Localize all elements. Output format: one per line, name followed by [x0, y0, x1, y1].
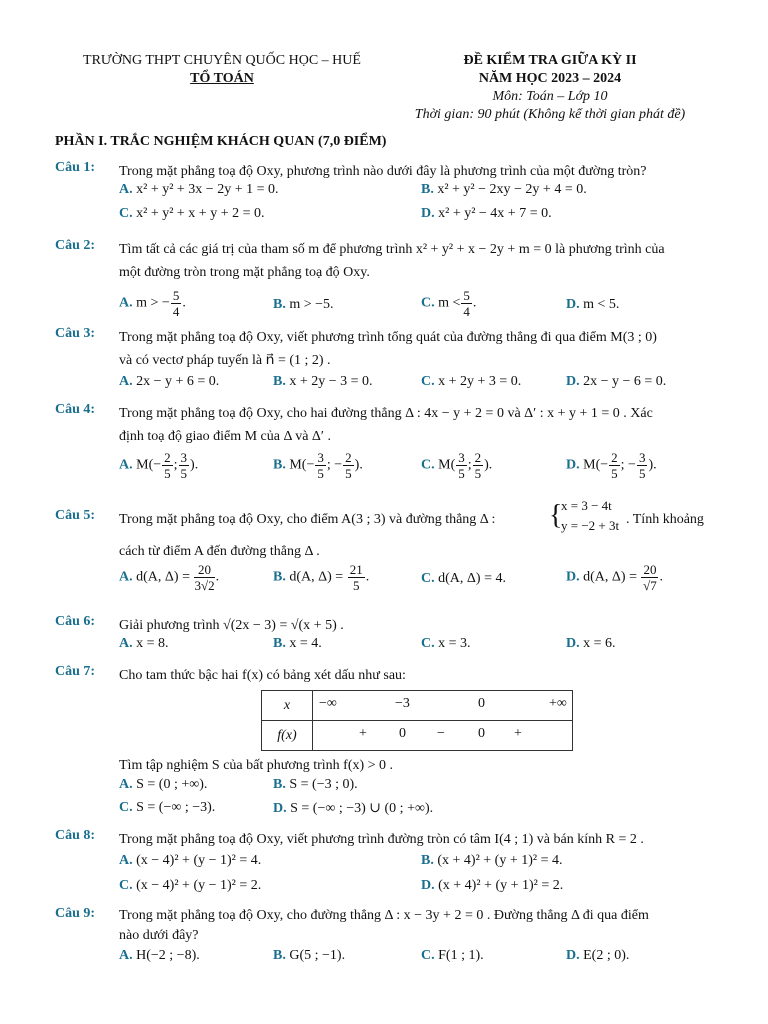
sign-table-value: −3: [395, 696, 410, 711]
question-text: [119, 498, 715, 563]
question-text-line: định toạ độ giao điểm M của Δ và Δ′ .: [119, 429, 331, 444]
sign-table-head: f(x): [262, 721, 313, 751]
option-a[interactable]: A. (x − 4)² + (y − 1)² = 4.: [119, 853, 262, 868]
header-left: [66, 52, 378, 88]
option-a[interactable]: A. x² + y² + 3x − 2y + 1 = 0.: [119, 182, 279, 197]
option-d[interactable]: D. S = (−∞ ; −3) ∪ (0 ; +∞).: [273, 801, 434, 816]
sign-table-value: 0: [399, 726, 406, 741]
sign-table-head: x: [262, 691, 313, 721]
question-number: Câu 2:: [55, 238, 96, 253]
question-text: Trong mặt phẳng toạ độ Oxy, phương trình nào dưới đây là phương trình của một đường tròn?: [119, 164, 647, 179]
question-text-line: Trong mặt phẳng toạ độ Oxy, cho hai đường thẳng Δ : 4x − y + 2 = 0 và Δ′ : x + y + 1 = 0 . Xác: [119, 406, 653, 421]
question-text: Tìm tập nghiệm S của bất phương trình f(x) > 0 .: [119, 758, 394, 773]
department-name: TỔ TOÁN: [190, 71, 254, 86]
sign-table-value: 0: [478, 726, 485, 741]
header-right: [400, 52, 700, 124]
question-number: Câu 4:: [55, 402, 96, 417]
question-text: [119, 238, 715, 284]
option-b[interactable]: B. G(5 ; −1).: [273, 948, 346, 963]
question-text: Trong mặt phẳng toạ độ Oxy, viết phương trình đường tròn có tâm I(4 ; 1) và bán kính R = 2 .: [119, 832, 644, 847]
question-number: Câu 9:: [55, 906, 96, 921]
option-d[interactable]: D. M(− $\frac{2}{5}$ ; − $\frac{3}{5}$ ).: [566, 450, 657, 481]
option-c[interactable]: C. M( $\frac{3}{5}$ ; $\frac{2}{5}$ ).: [421, 450, 493, 481]
question-number: Câu 5:: [55, 508, 96, 523]
sign-table-value: 0: [478, 696, 485, 711]
option-a[interactable]: A. d(A, Δ) = $\frac{20}{3√2}$ .: [119, 562, 220, 593]
option-b[interactable]: B. x = 4.: [273, 636, 322, 651]
option-a[interactable]: A. S = (0 ; +∞).: [119, 777, 208, 792]
option-d[interactable]: D. m < 5.: [566, 297, 620, 312]
option-d[interactable]: D. 2x − y − 6 = 0.: [566, 374, 667, 389]
sign-table-value: +∞: [549, 696, 567, 711]
sign-table-value: +: [514, 726, 522, 741]
option-d[interactable]: D. d(A, Δ) = $\frac{20}{√7}$ .: [566, 562, 663, 593]
question-7: [55, 664, 715, 824]
school-year: NĂM HỌC 2023 – 2024: [478, 71, 622, 86]
question-text: [119, 906, 715, 946]
option-d[interactable]: D. E(2 ; 0).: [566, 948, 630, 963]
question-number: Câu 8:: [55, 828, 96, 843]
option-b[interactable]: B. x² + y² − 2xy − 2y + 4 = 0.: [421, 182, 587, 197]
option-a[interactable]: A. M(− $\frac{2}{5}$ ; $\frac{3}{5}$ ).: [119, 450, 199, 481]
question-text-line: và có vectơ pháp tuyến là n⃗ = (1 ; 2) .: [119, 353, 331, 368]
option-b[interactable]: B. d(A, Δ) = $\frac{21}{5}$ .: [273, 562, 370, 593]
time-line: Thời gian: 90 phút (Không kể thời gian phát đề): [414, 107, 686, 122]
option-c[interactable]: C. x² + y² + x + y + 2 = 0.: [119, 206, 265, 221]
question-text-line: một đường tròn trong mặt phẳng toạ độ Oxy.: [119, 265, 370, 280]
option-a[interactable]: A. x = 8.: [119, 636, 169, 651]
school-name: TRƯỜNG THPT CHUYÊN QUỐC HỌC – HUẾ: [83, 53, 361, 68]
subject-line: Môn: Toán – Lớp 10: [492, 89, 608, 104]
option-d[interactable]: D. (x + 4)² + (y + 1)² = 2.: [421, 878, 564, 893]
part-heading: PHẦN I. TRẮC NGHIỆM KHÁCH QUAN (7,0 ĐIỂM): [55, 134, 387, 149]
question-text-line: Trong mặt phẳng toạ độ Oxy, cho đường thẳng Δ : x − 3y + 2 = 0 . Đường thẳng Δ đi qua điểm: [119, 908, 649, 923]
param-system: x = 3 − 4t y = −2 + 3t: [561, 498, 620, 533]
question-text-line: Trong mặt phẳng toạ độ Oxy, cho điểm A(3 ; 3) và đường thẳng Δ : { x = 3 − 4t y = −2 + 3t . Tính khoảng: [119, 506, 715, 532]
question-number: Câu 1:: [55, 160, 96, 175]
option-c[interactable]: C. S = (−∞ ; −3).: [119, 800, 216, 815]
sign-table-row-fx: [262, 721, 573, 751]
option-b[interactable]: B. m > −5.: [273, 297, 334, 312]
question-number: Câu 6:: [55, 614, 96, 629]
question-text-line: nào dưới đây?: [119, 928, 199, 943]
option-c[interactable]: C. x = 3.: [421, 636, 471, 651]
exam-title: ĐỀ KIỂM TRA GIỮA KỲ II: [463, 53, 637, 68]
question-text-line: cách từ điểm A đến đường thẳng Δ .: [119, 544, 320, 559]
option-d[interactable]: D. x² + y² − 4x + 7 = 0.: [421, 206, 552, 221]
sign-table-value: −: [437, 726, 445, 741]
option-b[interactable]: B. S = (−3 ; 0).: [273, 777, 358, 792]
question-number: Câu 7:: [55, 664, 96, 679]
sign-table: [261, 690, 573, 751]
option-a[interactable]: A. m > − $\frac{5}{4}$ .: [119, 288, 186, 319]
question-number: Câu 3:: [55, 326, 96, 341]
option-a[interactable]: A. H(−2 ; −8).: [119, 948, 200, 963]
option-c[interactable]: C. d(A, Δ) = 4.: [421, 571, 506, 586]
option-c[interactable]: C. (x − 4)² + (y − 1)² = 2.: [119, 878, 262, 893]
option-b[interactable]: B. x + 2y − 3 = 0.: [273, 374, 373, 389]
sign-table-value: +: [359, 726, 367, 741]
question-text: [119, 402, 715, 448]
option-a[interactable]: A. 2x − y + 6 = 0.: [119, 374, 220, 389]
question-text: Giải phương trình √(2x − 3) = √(x + 5) .: [119, 618, 344, 633]
sign-table-row-x: [262, 691, 573, 721]
option-c[interactable]: C. x + 2y + 3 = 0.: [421, 374, 522, 389]
option-b[interactable]: B. M(− $\frac{3}{5}$ ; − $\frac{2}{5}$ ).: [273, 450, 363, 481]
option-d[interactable]: D. x = 6.: [566, 636, 616, 651]
option-b[interactable]: B. (x + 4)² + (y + 1)² = 4.: [421, 853, 563, 868]
question-text: Cho tam thức bậc hai f(x) có bảng xét dấu như sau:: [119, 668, 406, 683]
question-text-line: Trong mặt phẳng toạ độ Oxy, viết phương trình tổng quát của đường thẳng đi qua điểm M(3 ; 0): [119, 330, 657, 345]
option-c[interactable]: C. F(1 ; 1).: [421, 948, 484, 963]
option-c[interactable]: C. m < $\frac{5}{4}$ .: [421, 288, 477, 319]
question-text: [119, 326, 715, 372]
sign-table-value: −∞: [319, 696, 337, 711]
question-text-line: Tìm tất cả các giá trị của tham số m để phương trình x² + y² + x − 2y + m = 0 là phương trình của: [119, 242, 665, 257]
